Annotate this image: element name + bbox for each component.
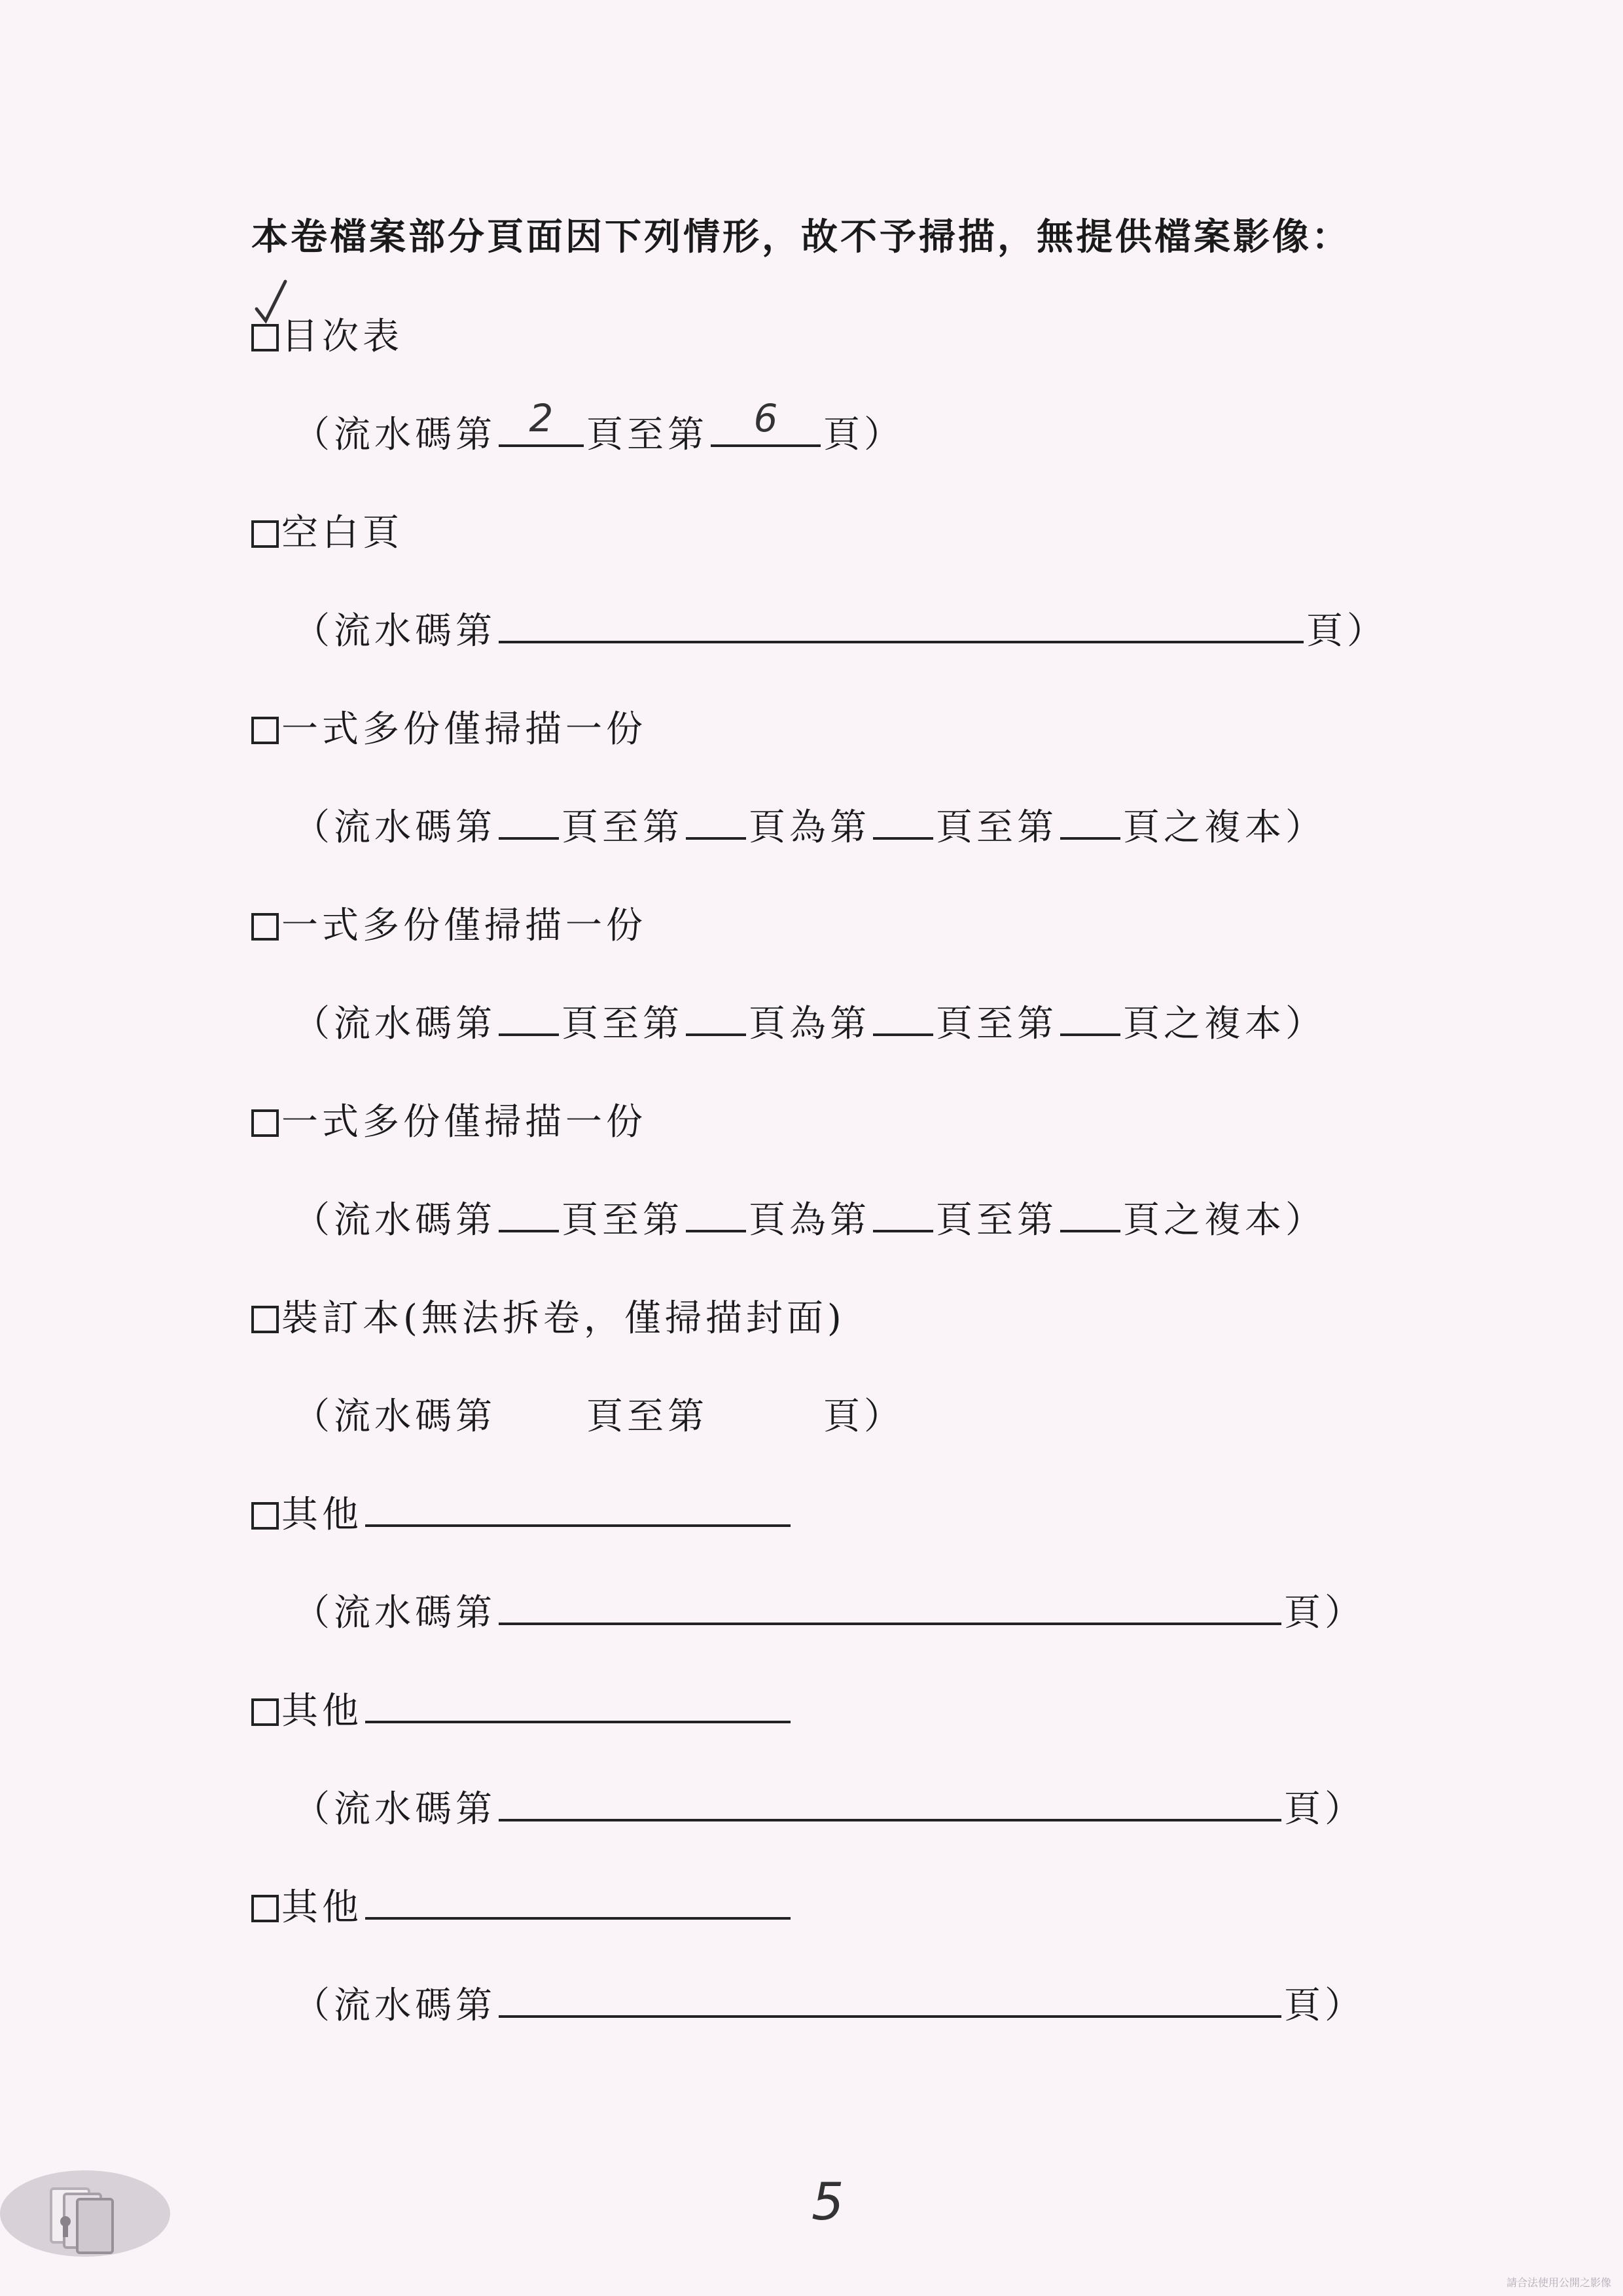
- option-multiple-copies-3[interactable]: [251, 1093, 647, 1145]
- option-multiple-copies-2[interactable]: [251, 897, 647, 949]
- page-field[interactable]: [873, 999, 933, 1036]
- option-bound-volume[interactable]: [251, 1289, 846, 1342]
- option-label: 目次表: [281, 315, 403, 358]
- option-label: 一式多份僅掃描一份: [281, 905, 647, 947]
- checkbox-multiple-copies-1[interactable]: [251, 717, 279, 744]
- page-field[interactable]: [686, 999, 746, 1036]
- serial-range-other-2: （流水碼第 頁）: [293, 1780, 1365, 1833]
- page-field[interactable]: [686, 803, 746, 840]
- option-label: 空白頁: [281, 512, 403, 554]
- serial-range-table-of-contents: （流水碼第 2 頁至第 6 頁）: [293, 396, 904, 456]
- archive-logo-icon: [0, 2160, 170, 2265]
- checkbox-other-2[interactable]: [251, 1698, 279, 1726]
- option-label: 其他: [281, 1494, 363, 1536]
- handwritten-page-number: 5: [812, 2173, 844, 2232]
- serial-range-other-3: （流水碼第 頁）: [293, 1977, 1365, 2029]
- page-field[interactable]: [499, 1196, 559, 1232]
- page-field[interactable]: [873, 1196, 933, 1232]
- other-description-field[interactable]: [365, 1490, 791, 1527]
- checkbox-other-1[interactable]: [251, 1502, 279, 1530]
- option-label: 其他: [281, 1690, 363, 1732]
- serial-range-other-1: （流水碼第 頁）: [293, 1584, 1365, 1636]
- option-blank-page[interactable]: [251, 504, 403, 556]
- other-description-field[interactable]: [365, 1883, 791, 1920]
- other-description-field[interactable]: [365, 1687, 791, 1723]
- serial-range-multiple-copies-2: （流水碼第 頁至第 頁為第 頁至第 頁之複本）: [293, 995, 1326, 1047]
- option-other-2[interactable]: [251, 1682, 793, 1734]
- checkbox-multiple-copies-2[interactable]: [251, 913, 279, 941]
- serial-range-multiple-copies-1: （流水碼第 頁至第 頁為第 頁至第 頁之複本）: [293, 798, 1326, 851]
- checkbox-table-of-contents[interactable]: [251, 324, 279, 351]
- serial-range-multiple-copies-3: （流水碼第 頁至第 頁為第 頁至第 頁之複本）: [293, 1191, 1326, 1244]
- checkbox-other-3[interactable]: [251, 1895, 279, 1922]
- page-field[interactable]: [686, 1196, 746, 1232]
- page-field[interactable]: [1060, 999, 1120, 1036]
- serial-field[interactable]: [499, 1981, 1281, 2018]
- option-table-of-contents[interactable]: [251, 308, 403, 360]
- page-field[interactable]: [499, 803, 559, 840]
- checkbox-blank-page[interactable]: [251, 520, 279, 548]
- page-field[interactable]: [1060, 803, 1120, 840]
- option-label: 一式多份僅掃描一份: [281, 708, 647, 751]
- checkbox-multiple-copies-3[interactable]: [251, 1109, 279, 1137]
- serial-field[interactable]: [499, 607, 1304, 643]
- serial-field[interactable]: [499, 1785, 1281, 1821]
- option-label: 一式多份僅掃描一份: [281, 1101, 647, 1143]
- option-other-3[interactable]: [251, 1878, 793, 1931]
- page-heading: 本卷檔案部分頁面因下列情形，故不予掃描，無提供檔案影像：: [251, 215, 1351, 259]
- page-field[interactable]: [499, 999, 559, 1036]
- checkbox-bound-volume[interactable]: [251, 1306, 279, 1333]
- option-label: 其他: [281, 1886, 363, 1929]
- option-multiple-copies-1[interactable]: [251, 700, 647, 753]
- from-page-field[interactable]: 2: [499, 410, 584, 447]
- page-field[interactable]: [1060, 1196, 1120, 1232]
- serial-field[interactable]: [499, 1588, 1281, 1625]
- page-field[interactable]: [873, 803, 933, 840]
- to-page-field[interactable]: 6: [711, 410, 821, 447]
- serial-range-bound-volume: （流水碼第 頁至第 頁）: [293, 1395, 904, 1438]
- watermark-text: 請合法使用公開之影像: [1506, 2276, 1611, 2289]
- serial-range-blank-page: （流水碼第 頁）: [293, 602, 1387, 655]
- option-other-1[interactable]: [251, 1486, 793, 1538]
- option-label: 裝訂本(無法拆卷，僅掃描封面): [281, 1297, 846, 1340]
